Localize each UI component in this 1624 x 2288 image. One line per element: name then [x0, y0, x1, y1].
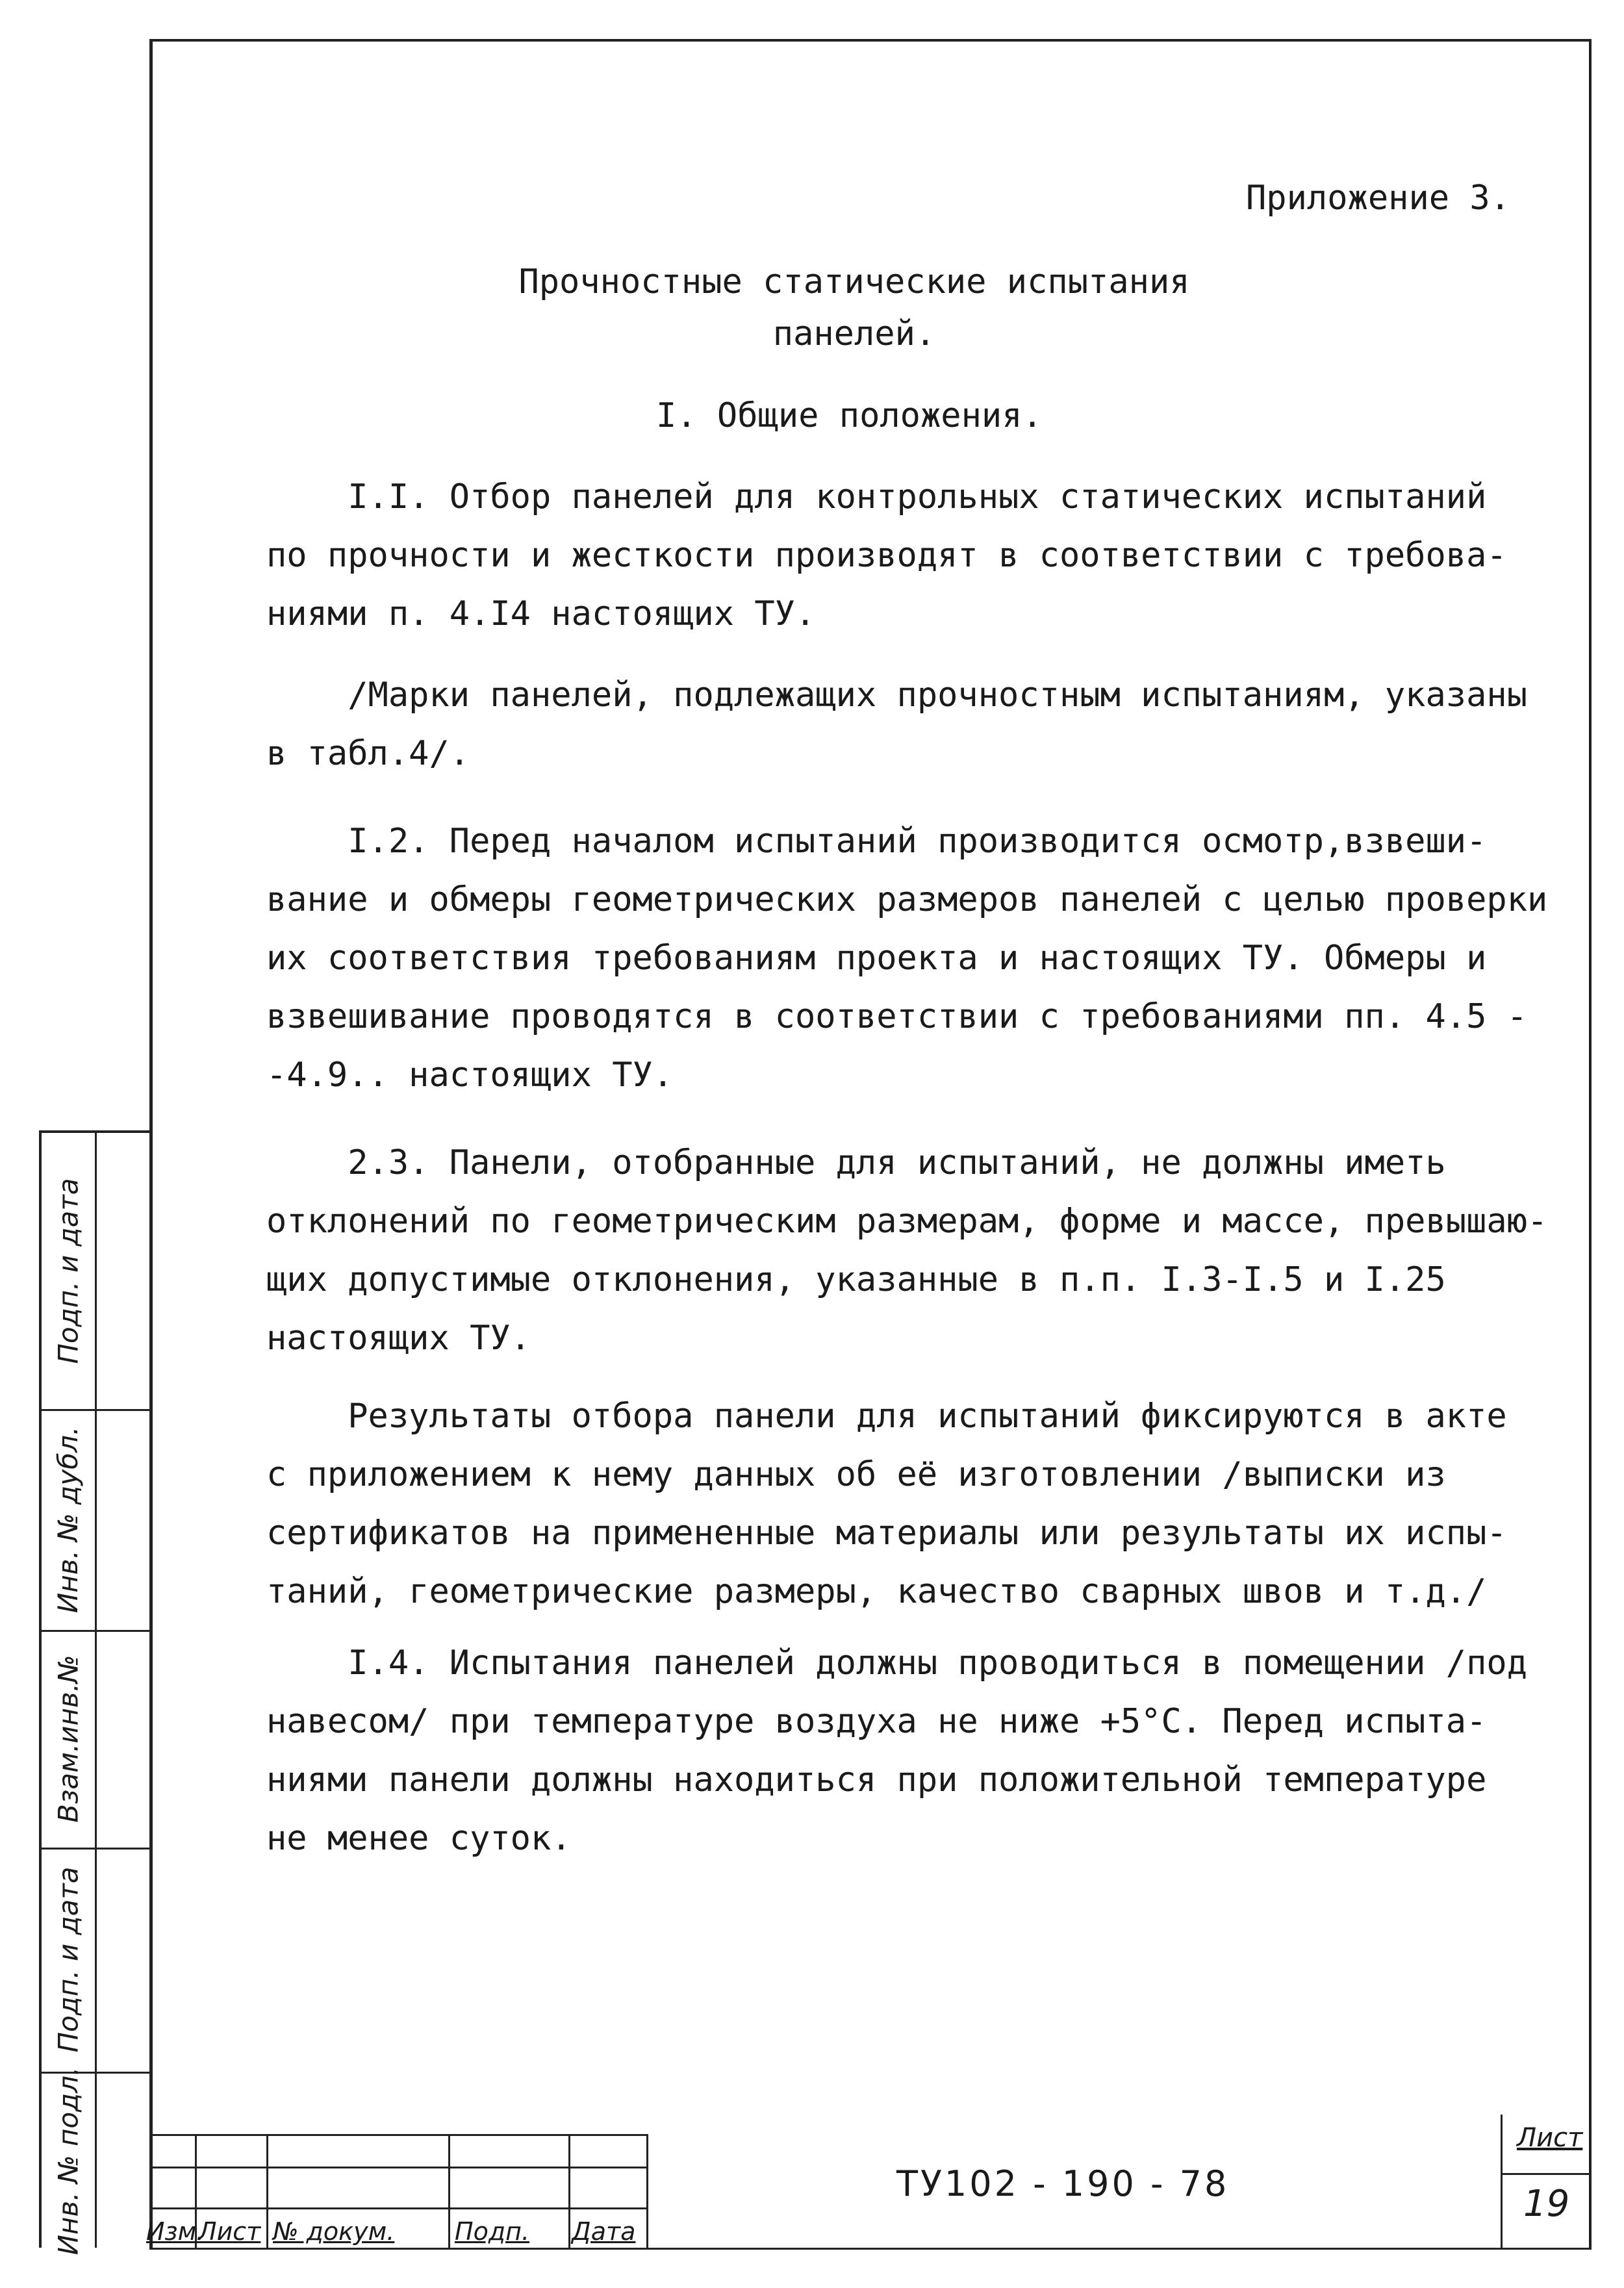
text-line: /Марки панелей, подлежащих прочностным испытаниям, указаны	[266, 676, 1528, 715]
title-block-label-change: Изм.	[146, 2217, 205, 2246]
title-block-line	[149, 2207, 646, 2209]
text-line: I.I. Отбор панелей для контрольных статических испытаний	[266, 477, 1487, 516]
text-line: с приложением к нему данных об её изготовлении /выписки из	[266, 1455, 1446, 1494]
title-block-label-signature: Подп.	[455, 2217, 530, 2246]
document-title-line2: панелей.	[772, 314, 936, 353]
text-line: в табл.4/.	[266, 734, 470, 773]
title-block-label-sheet: Лист	[198, 2217, 261, 2246]
text-line: отклонений по геометрическим размерам, форме и массе, превышаю-	[266, 1202, 1548, 1241]
title-block-divider	[266, 2134, 268, 2250]
title-block-bottom-line	[149, 2248, 1592, 2250]
document-title: Прочностные статические испытания	[518, 262, 1190, 301]
appendix-label: Приложение 3.	[1246, 179, 1510, 218]
text-line: по прочности и жесткости производят в соответствии с требова-	[266, 536, 1507, 575]
text-line: не менее суток.	[266, 1819, 572, 1858]
title-block-divider	[568, 2134, 570, 2250]
text-line: ниями п. 4.I4 настоящих ТУ.	[266, 594, 816, 633]
text-line: навесом/ при температуре воздуха не ниже +5°С. Перед испыта-	[266, 1702, 1487, 1741]
text-line: 2.3. Панели, отобранные для испытаний, не должны иметь	[266, 1143, 1446, 1182]
side-label-duplicate-inv: Инв. № дубл.	[52, 1426, 84, 1613]
sheet-number: 19	[1523, 2183, 1570, 2225]
title-block-label-date: Дата	[572, 2217, 636, 2246]
text-line: вание и обмеры геометрических размеров панелей с целью проверки	[266, 880, 1548, 919]
side-stamp	[39, 1130, 149, 2256]
text-line: взвешивание проводятся в соответствии с требованиями пп. 4.5 -	[266, 997, 1528, 1036]
text-line: -4.9.. настоящих ТУ.	[266, 1056, 674, 1095]
text-line: Результаты отбора панели для испытаний фиксируются в акте	[266, 1397, 1507, 1436]
side-label-original-inv: Инв. № подл.	[52, 2066, 84, 2256]
text-line: их соответствия требованиям проекта и настоящих ТУ. Обмеры и	[266, 939, 1487, 978]
side-label-signature-date-2: Подп. и дата	[52, 1866, 84, 2053]
text-line: настоящих ТУ.	[266, 1319, 531, 1358]
section-heading: I. Общие положения.	[656, 396, 1043, 435]
text-line: I.2. Перед началом испытаний производится осмотр,взвеши-	[266, 822, 1487, 861]
text-line: ниями панели должны находиться при положительной температуре	[266, 1760, 1487, 1799]
title-block-line	[1501, 2173, 1592, 2175]
title-block-divider	[448, 2134, 450, 2250]
side-label-signature-date: Подп. и дата	[52, 1178, 84, 1364]
text-line: таний, геометрические размеры, качество сварных швов и т.д./	[266, 1572, 1487, 1611]
title-block-label-doc-number: № докум.	[273, 2217, 395, 2246]
text-line: сертификатов на примененные материалы или результаты их испы-	[266, 1514, 1507, 1553]
text-line: щих допустимые отклонения, указанные в п.п. I.3-I.5 и I.25	[266, 1260, 1446, 1299]
title-block-line	[149, 2134, 646, 2136]
side-label-replacement-inv: Взам.инв.№	[52, 1655, 84, 1823]
title-block-divider	[646, 2134, 648, 2250]
title-block-line	[149, 2167, 646, 2168]
title-block-divider	[1501, 2115, 1503, 2250]
text-line: I.4. Испытания панелей должны проводиться в помещении /под	[266, 1644, 1528, 1683]
sheet-label: Лист	[1517, 2123, 1583, 2153]
document-code: ТУ102 - 190 - 78	[896, 2163, 1230, 2204]
